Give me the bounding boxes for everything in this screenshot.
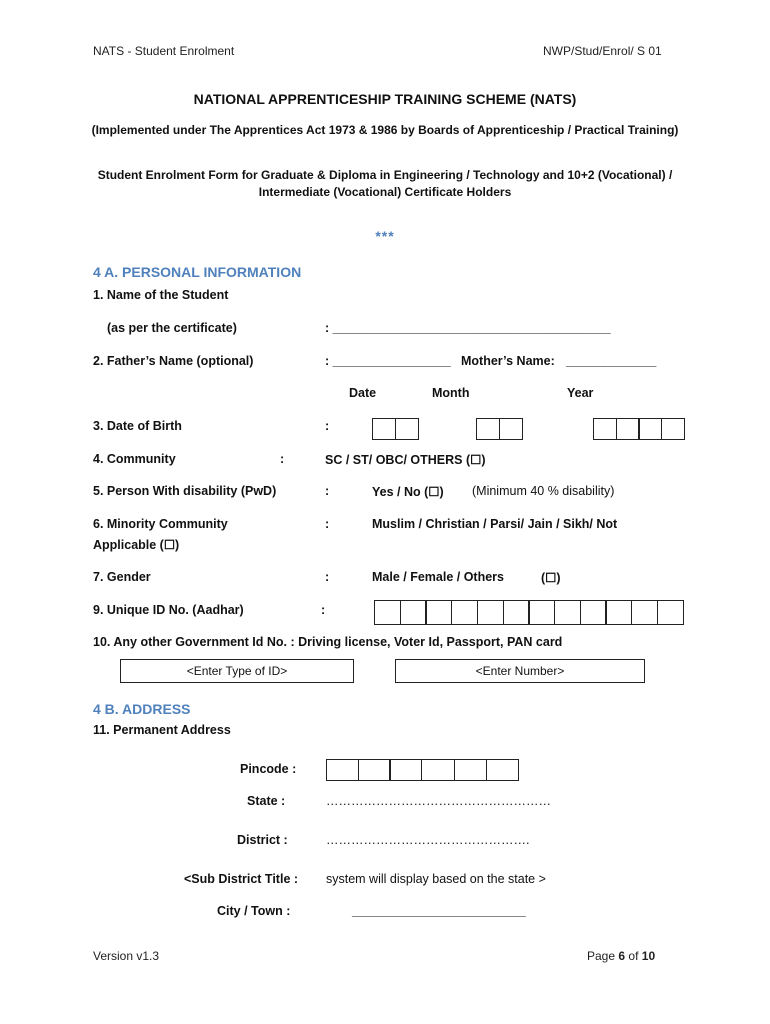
digit-box[interactable]	[661, 418, 685, 440]
page-total: 10	[641, 949, 656, 963]
page-prefix: Page	[587, 949, 616, 963]
pwd-label: 5. Person With disability (PwD)	[93, 484, 277, 498]
digit-box[interactable]	[395, 418, 419, 440]
pwd-colon: :	[325, 484, 330, 498]
dob-year-boxes[interactable]	[593, 418, 684, 440]
pincode-boxes[interactable]	[326, 759, 517, 781]
digit-box[interactable]	[616, 418, 640, 440]
digit-box[interactable]	[358, 759, 391, 781]
document-subtitle: (Implemented under The Apprentices Act 1973 & 1986 by Boards of Apprenticeship / Practical Training)	[91, 123, 679, 137]
sub-district-value: system will display based on the state >	[326, 872, 546, 886]
dob-date-header: Date	[349, 386, 377, 400]
page-current: 6	[618, 949, 626, 963]
gender-colon: :	[325, 570, 330, 584]
digit-box[interactable]	[451, 600, 478, 625]
minority-label: 6. Minority Community	[93, 517, 228, 531]
father-name-field[interactable]: : _________________	[325, 354, 451, 368]
digit-box[interactable]	[499, 418, 523, 440]
permanent-address-label: 11. Permanent Address	[93, 723, 231, 737]
digit-box[interactable]	[580, 600, 607, 625]
state-label: State :	[247, 794, 286, 808]
digit-box[interactable]	[425, 600, 452, 625]
pincode-label: Pincode :	[240, 762, 297, 776]
name-sub-label: (as per the certificate)	[107, 321, 237, 335]
district-field[interactable]: ………………………………………….	[326, 833, 530, 847]
dob-date-boxes[interactable]	[372, 418, 417, 440]
community-options[interactable]: SC / ST/ OBC/ OTHERS (☐)	[325, 453, 486, 467]
district-label: District :	[237, 833, 288, 847]
digit-box[interactable]	[477, 600, 504, 625]
header-left: NATS - Student Enrolment	[93, 44, 235, 58]
digit-box[interactable]	[400, 600, 427, 625]
digit-box[interactable]	[657, 600, 684, 625]
aadhar-boxes[interactable]	[374, 600, 682, 625]
community-colon: :	[280, 452, 285, 466]
gender-options[interactable]: Male / Female / Others	[372, 570, 504, 584]
id-number-input[interactable]: <Enter Number>	[395, 659, 645, 683]
form-description: Student Enrolment Form for Graduate & Diploma in Engineering / Technology and 10+2 (Vocational) / Intermediate (Vocational) Certificate Holders	[97, 168, 673, 199]
digit-box[interactable]	[486, 759, 519, 781]
name-label: 1. Name of the Student	[93, 288, 229, 302]
aadhar-colon: :	[321, 603, 326, 617]
id-type-input[interactable]: <Enter Type of ID>	[120, 659, 354, 683]
footer-page-number	[587, 949, 655, 963]
separator-stars: ***	[375, 228, 395, 244]
gender-checkbox[interactable]: (☐)	[541, 571, 561, 585]
digit-box[interactable]	[503, 600, 530, 625]
dob-colon: :	[325, 419, 330, 433]
father-name-label: 2. Father’s Name (optional)	[93, 354, 254, 368]
other-id-label: 10. Any other Government Id No. : Driving license, Voter Id, Passport, PAN card	[93, 635, 563, 649]
digit-box[interactable]	[374, 600, 401, 625]
community-label: 4. Community	[93, 452, 176, 466]
sub-district-label: <Sub District Title :	[184, 872, 299, 886]
minority-label-cont[interactable]: Applicable (☐)	[93, 538, 180, 552]
state-field[interactable]: ………………………………………………	[326, 794, 551, 808]
header-right: NWP/Stud/Enrol/ S 01	[543, 44, 662, 58]
page-of: of	[628, 949, 639, 963]
footer-version: Version v1.3	[93, 949, 160, 963]
pwd-options[interactable]: Yes / No (☐)	[372, 485, 444, 499]
digit-box[interactable]	[389, 759, 422, 781]
digit-box[interactable]	[528, 600, 555, 625]
digit-box[interactable]	[421, 759, 455, 781]
mother-name-field[interactable]: _____________	[566, 354, 657, 368]
section-personal-info-title: 4 A. PERSONAL INFORMATION	[93, 264, 302, 280]
minority-colon: :	[325, 517, 330, 531]
mother-name-label: Mother’s Name:	[461, 354, 555, 368]
dob-month-boxes[interactable]	[476, 418, 521, 440]
digit-box[interactable]	[638, 418, 662, 440]
gender-label: 7. Gender	[93, 570, 151, 584]
aadhar-label: 9. Unique ID No. (Aadhar)	[93, 603, 244, 617]
digit-box[interactable]	[454, 759, 487, 781]
city-field[interactable]: _________________________	[352, 904, 526, 918]
digit-box[interactable]	[372, 418, 396, 440]
digit-box[interactable]	[605, 600, 632, 625]
city-label: City / Town :	[217, 904, 291, 918]
digit-box[interactable]	[554, 600, 581, 625]
digit-box[interactable]	[326, 759, 359, 781]
section-address-title: 4 B. ADDRESS	[93, 701, 191, 717]
dob-month-header: Month	[432, 386, 470, 400]
name-field[interactable]: : ________________________________________	[325, 321, 611, 335]
pwd-note: (Minimum 40 % disability)	[472, 484, 615, 498]
dob-year-header: Year	[567, 386, 594, 400]
digit-box[interactable]	[476, 418, 500, 440]
document-title: NATIONAL APPRENTICESHIP TRAINING SCHEME (NATS)	[193, 91, 577, 107]
digit-box[interactable]	[593, 418, 617, 440]
dob-label: 3. Date of Birth	[93, 419, 182, 433]
minority-options[interactable]: Muslim / Christian / Parsi/ Jain / Sikh/ Not	[372, 517, 618, 531]
digit-box[interactable]	[631, 600, 658, 625]
